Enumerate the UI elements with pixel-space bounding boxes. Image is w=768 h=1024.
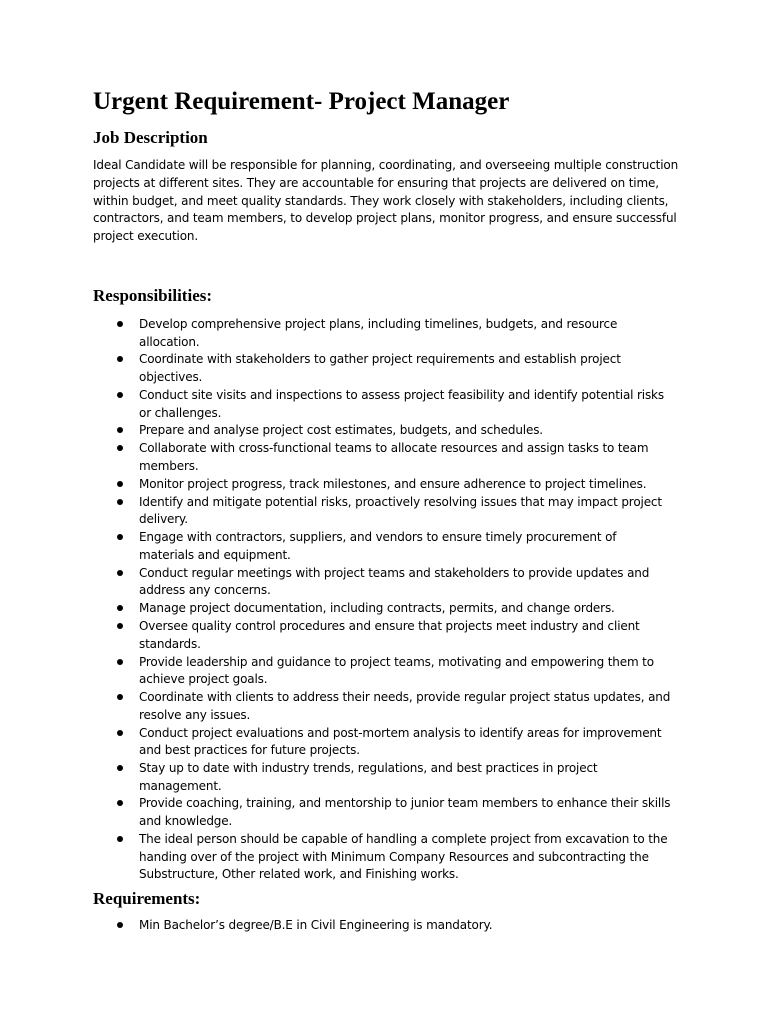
list-item bbox=[93, 529, 675, 564]
list-item bbox=[93, 831, 675, 884]
bullet-icon bbox=[117, 499, 123, 505]
job-description-heading: Job Description bbox=[93, 128, 208, 147]
bullet-icon bbox=[117, 836, 123, 842]
list-item bbox=[93, 689, 675, 724]
list-item-text: Conduct regular meetings with project teams and stakeholders to provide updates and address any concerns. bbox=[139, 565, 650, 598]
bullet-icon bbox=[117, 481, 123, 487]
list-item-text: Engage with contractors, suppliers, and vendors to ensure timely procurement of materials and equipment. bbox=[139, 530, 617, 562]
bullet-icon bbox=[117, 427, 123, 433]
list-item-text: Conduct site visits and inspections to assess project feasibility and identify potential risks or challenges. bbox=[139, 387, 664, 420]
list-item bbox=[93, 795, 675, 830]
list-item-text: The ideal person should be capable of handling a complete project from excavation to the handing over of the project with Minimum Company Resources and subcontracting the Substructure, Other related work, and Finishing works. bbox=[139, 831, 668, 882]
list-item bbox=[93, 725, 675, 760]
list-item-text: Stay up to date with industry trends, regulations, and best practices in project management. bbox=[139, 761, 598, 793]
list-item-text: Min Bachelor’s degree/B.E in Civil Engineering is mandatory. bbox=[139, 918, 493, 932]
list-item-text: Develop comprehensive project plans, including timelines, budgets, and resource allocation. bbox=[139, 317, 618, 349]
requirements-list bbox=[93, 917, 693, 935]
bullet-icon bbox=[117, 321, 123, 327]
list-item bbox=[93, 618, 675, 653]
responsibilities-list bbox=[93, 316, 693, 884]
list-item bbox=[93, 476, 675, 494]
list-item bbox=[93, 316, 675, 351]
bullet-icon bbox=[117, 356, 123, 362]
list-item bbox=[93, 351, 675, 386]
bullet-icon bbox=[117, 922, 123, 928]
list-item bbox=[93, 494, 675, 529]
bullet-icon bbox=[117, 659, 123, 665]
list-item bbox=[93, 565, 675, 600]
bullet-icon bbox=[117, 392, 123, 398]
requirements-heading: Requirements: bbox=[93, 889, 201, 908]
list-item bbox=[93, 760, 675, 795]
bullet-icon bbox=[117, 570, 123, 576]
list-item-text: Collaborate with cross-functional teams to allocate resources and assign tasks to team members. bbox=[139, 441, 649, 473]
bullet-icon bbox=[117, 605, 123, 611]
bullet-icon bbox=[117, 694, 123, 700]
bullet-icon bbox=[117, 730, 123, 736]
list-item-text: Coordinate with stakeholders to gather project requirements and establish project objectives. bbox=[139, 352, 621, 385]
list-item bbox=[93, 422, 675, 440]
list-item-text: Identify and mitigate potential risks, proactively resolving issues that may impact project delivery. bbox=[139, 494, 662, 527]
document-title: Urgent Requirement- Project Manager bbox=[93, 88, 510, 115]
job-description-text: Ideal Candidate will be responsible for planning, coordinating, and overseeing multiple construction projects at different sites. They are accountable for ensuring that projects are delivered on time, within budget, and meet quality standards. They work closely with stakeholders, including clients, contractors, and team members, to develop project plans, monitor progress, and ensure successful project execution. bbox=[93, 158, 679, 244]
bullet-icon bbox=[117, 445, 123, 451]
list-item bbox=[93, 440, 675, 475]
list-item bbox=[93, 654, 675, 689]
list-item-text: Coordinate with clients to address their needs, provide regular project status updates, and resolve any issues. bbox=[139, 690, 671, 722]
bullet-icon bbox=[117, 623, 123, 629]
list-item-text: Manage project documentation, including contracts, permits, and change orders. bbox=[139, 601, 615, 616]
list-item-text: Prepare and analyse project cost estimates, budgets, and schedules. bbox=[139, 423, 543, 438]
responsibilities-heading: Responsibilities: bbox=[93, 286, 213, 305]
list-item bbox=[93, 917, 675, 935]
list-item-text: Oversee quality control procedures and ensure that projects meet industry and client standards. bbox=[139, 619, 640, 651]
list-item-text: Monitor project progress, track milestones, and ensure adherence to project timelines. bbox=[139, 476, 647, 491]
bullet-icon bbox=[117, 534, 123, 540]
list-item bbox=[93, 600, 675, 618]
list-item-text: Conduct project evaluations and post-mortem analysis to identify areas for improvement and best practices for future projects. bbox=[139, 725, 662, 758]
bullet-icon bbox=[117, 800, 123, 806]
list-item-text: Provide leadership and guidance to project teams, motivating and empowering them to achieve project goals. bbox=[139, 654, 654, 687]
bullet-icon bbox=[117, 765, 123, 771]
list-item-text: Provide coaching, training, and mentorship to junior team members to enhance their skills and knowledge. bbox=[139, 796, 671, 829]
list-item bbox=[93, 387, 675, 422]
